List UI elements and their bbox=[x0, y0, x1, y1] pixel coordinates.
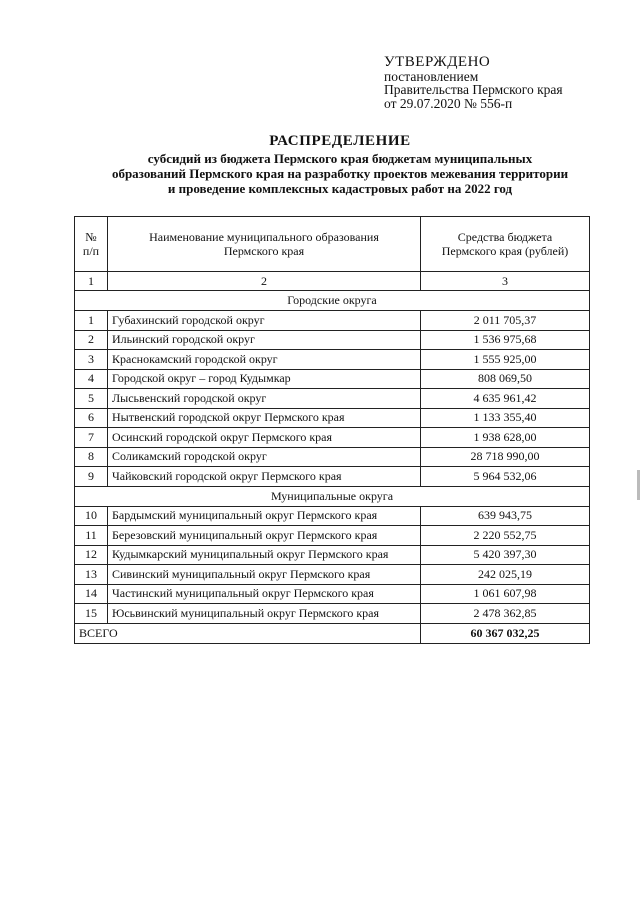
row-name: Сивинский муниципальный округ Пермского края bbox=[108, 565, 421, 585]
header-number-line-1: № bbox=[85, 230, 97, 244]
column-number-row bbox=[75, 272, 590, 291]
row-name: Березовский муниципальный округ Пермского края bbox=[108, 526, 421, 546]
row-amount: 2 220 552,75 bbox=[421, 526, 590, 546]
row-amount: 242 025,19 bbox=[421, 565, 590, 585]
document-subtitle-3: и проведение комплексных кадастровых работ на 2022 год bbox=[167, 181, 513, 196]
row-amount: 1 938 628,00 bbox=[421, 428, 590, 448]
table-row bbox=[75, 350, 590, 370]
section-title-urban: Городские округа bbox=[75, 291, 590, 311]
row-amount: 1 133 355,40 bbox=[421, 408, 590, 428]
table-row bbox=[75, 467, 590, 487]
row-amount: 808 069,50 bbox=[421, 369, 590, 389]
row-name: Городской округ – город Кудымкар bbox=[108, 369, 421, 389]
approval-line-3: Правительства Пермского края bbox=[384, 82, 563, 97]
row-amount: 2 478 362,85 bbox=[421, 604, 590, 624]
row-name: Осинский городской округ Пермского края bbox=[108, 428, 421, 448]
row-name: Бардымский муниципальный округ Пермского края bbox=[108, 506, 421, 526]
total-amount: 60 367 032,25 bbox=[421, 623, 590, 643]
section-title-municipal: Муниципальные округа bbox=[75, 486, 590, 506]
row-name: Кудымкарский муниципальный округ Пермского края bbox=[108, 545, 421, 565]
table-row bbox=[75, 526, 590, 546]
header-name bbox=[108, 217, 421, 272]
document-subtitle-2: образований Пермского края на разработку проектов межевания территории bbox=[111, 166, 569, 181]
approval-line-2: постановлением bbox=[384, 68, 479, 84]
row-number: 5 bbox=[75, 389, 108, 409]
table-row bbox=[75, 428, 590, 448]
table-row bbox=[75, 584, 590, 604]
row-number: 7 bbox=[75, 428, 108, 448]
row-amount: 1 061 607,98 bbox=[421, 584, 590, 604]
document-title: РАСПРЕДЕЛЕНИЕ bbox=[269, 133, 411, 149]
row-number: 1 bbox=[75, 311, 108, 331]
row-amount: 4 635 961,42 bbox=[421, 389, 590, 409]
row-number: 12 bbox=[75, 545, 108, 565]
table-row bbox=[75, 506, 590, 526]
row-number: 10 bbox=[75, 506, 108, 526]
document-subtitle-1: субсидий из бюджета Пермского края бюджетам муниципальных bbox=[147, 151, 533, 166]
row-name: Краснокамский городской округ bbox=[108, 350, 421, 370]
header-amount-line-2: Пермского края (рублей) bbox=[441, 244, 569, 258]
table-header-row bbox=[75, 217, 590, 272]
approval-title: УТВЕРЖДЕНО bbox=[384, 54, 491, 70]
row-number: 8 bbox=[75, 447, 108, 467]
section-row-municipal bbox=[75, 486, 590, 506]
header-name-line-1: Наименование муниципального образования bbox=[149, 230, 379, 244]
row-number: 6 bbox=[75, 408, 108, 428]
header-amount-line-1: Средства бюджета bbox=[457, 230, 553, 244]
row-amount: 639 943,75 bbox=[421, 506, 590, 526]
row-name: Лысьвенский городской округ bbox=[108, 389, 421, 409]
table-row bbox=[75, 604, 590, 624]
header-amount bbox=[421, 217, 590, 272]
table-row bbox=[75, 311, 590, 331]
table-row bbox=[75, 369, 590, 389]
row-name: Губахинский городской округ bbox=[108, 311, 421, 331]
row-amount: 1 555 925,00 bbox=[421, 350, 590, 370]
table-row bbox=[75, 545, 590, 565]
row-name: Нытвенский городской округ Пермского края bbox=[108, 408, 421, 428]
distribution-table bbox=[74, 216, 590, 644]
row-amount: 1 536 975,68 bbox=[421, 330, 590, 350]
row-name: Юсьвинский муниципальный округ Пермского края bbox=[108, 604, 421, 624]
table-row bbox=[75, 389, 590, 409]
row-number: 9 bbox=[75, 467, 108, 487]
row-number: 14 bbox=[75, 584, 108, 604]
table-row bbox=[75, 330, 590, 350]
row-name: Частинский муниципальный округ Пермского края bbox=[108, 584, 421, 604]
header-name-line-2: Пермского края bbox=[223, 244, 305, 258]
row-number: 15 bbox=[75, 604, 108, 624]
row-amount: 5 964 532,06 bbox=[421, 467, 590, 487]
document-heading bbox=[60, 132, 620, 195]
header-number bbox=[75, 217, 108, 272]
column-number-3: 3 bbox=[421, 272, 590, 291]
header-number-line-2: п/п bbox=[82, 244, 100, 258]
table-row bbox=[75, 447, 590, 467]
row-amount: 28 718 990,00 bbox=[421, 447, 590, 467]
column-number-2: 2 bbox=[108, 272, 421, 291]
row-name: Чайковский городской округ Пермского края bbox=[108, 467, 421, 487]
row-number: 11 bbox=[75, 526, 108, 546]
table-row bbox=[75, 565, 590, 585]
total-row bbox=[75, 623, 590, 643]
approval-line-4: от 29.07.2020 № 556-п bbox=[384, 95, 513, 111]
row-number: 3 bbox=[75, 350, 108, 370]
row-number: 13 bbox=[75, 565, 108, 585]
row-amount: 5 420 397,30 bbox=[421, 545, 590, 565]
row-amount: 2 011 705,37 bbox=[421, 311, 590, 331]
row-number: 4 bbox=[75, 369, 108, 389]
column-number-1: 1 bbox=[75, 272, 108, 291]
approval-stamp bbox=[384, 56, 563, 110]
table-row bbox=[75, 408, 590, 428]
row-name: Ильинский городской округ bbox=[108, 330, 421, 350]
section-row-urban bbox=[75, 291, 590, 311]
row-name: Соликамский городской округ bbox=[108, 447, 421, 467]
row-number: 2 bbox=[75, 330, 108, 350]
total-label: ВСЕГО bbox=[75, 623, 421, 643]
